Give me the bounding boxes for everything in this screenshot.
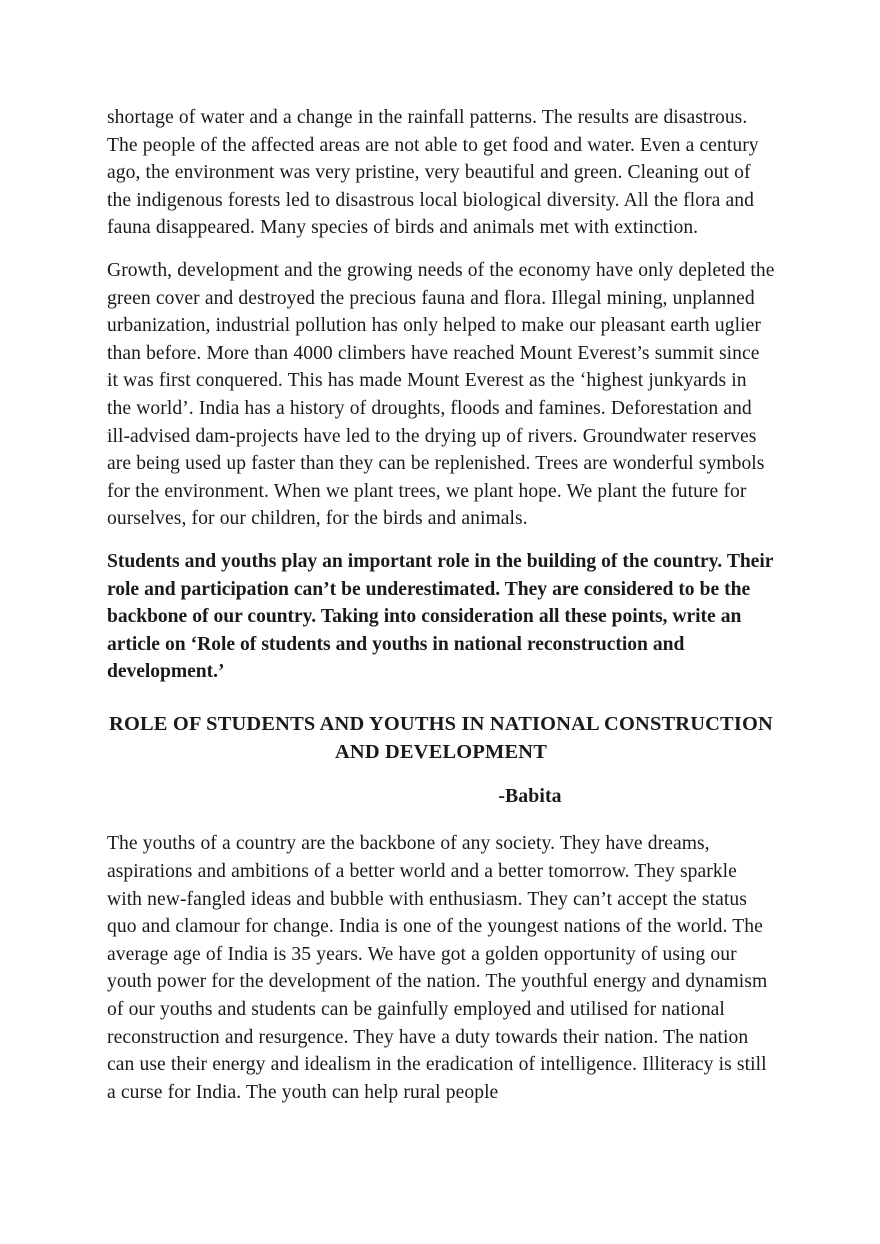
paragraph-article-body: The youths of a country are the backbone of any society. They have dreams, aspirations and ambitions of a better world and a better tomorrow. They sparkle with new-fangled ideas and bubble with enthusiasm. They can’t accept the status quo and clamour for change. India is one of the youngest nations of the world. The average age of India is 35 years. We have got a golden opportunity of using our youth power for the development of the nation. The youthful energy and dynamism of our youths and students can be gainfully employed and utilised for national reconstruction and resurgence. They have a duty towards their nation. The nation can use their energy and idealism in the eradication of intelligence. Illiteracy is still a curse for India. The youth can help rural people (107, 833, 768, 1103)
paragraph-growth-development: Growth, development and the growing needs of the economy have only depleted the green cover and destroyed the precious fauna and flora. Illegal mining, unplanned urbanization, industrial pollution has only helped to make our pleasant earth uglier than before. More than 4000 climbers have reached Mount Everest’s summit since it was first conquered. This has made Mount Everest as the ‘highest junkyards in the world’. India has a history of droughts, floods and famines. Deforestation and ill-advised dam-projects have led to the drying up of rivers. Groundwater reserves are being used up faster than they can be replenished. Trees are wonderful symbols for the environment. When we plant trees, we plant hope. We plant the future for ourselves, for our children, for the birds and animals. (107, 259, 775, 530)
paragraph-writing-prompt: Students and youths play an important role in the building of the country. Their role and participation can’t be underestimated. They are considered to be the backbone of our country. Taking into consideration all these points, write an article on ‘Role of students and youths in national reconstruction and development.’ (107, 550, 774, 683)
article-title: ROLE OF STUDENTS AND YOUTHS IN NATIONAL CONSTRUCTION AND DEVELOPMENT (109, 712, 773, 763)
text-column (107, 104, 775, 1106)
article-byline: -Babita (498, 784, 562, 807)
byline-row (107, 783, 775, 811)
paragraph-continuation: shortage of water and a change in the rainfall patterns. The results are disastrous. The people of the affected areas are not able to get food and water. Even a century ago, the environment was very pristine, very beautiful and green. Cleaning out of the indigenous forests led to disastrous local biological diversity. All the flora and fauna disappeared. Many species of birds and animals met with extinction. (107, 107, 759, 239)
